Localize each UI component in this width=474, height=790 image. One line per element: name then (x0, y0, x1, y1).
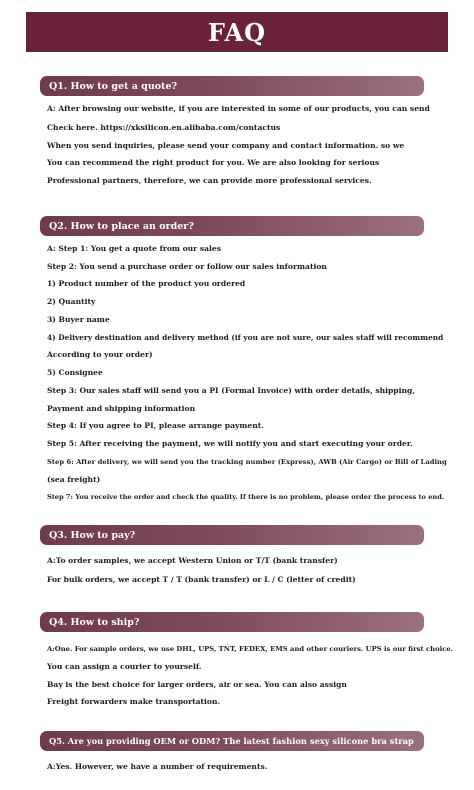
answer-line: A: After browsing our website, if you are interested in some of our products, you can send (47, 104, 430, 113)
answer-line: A: Step 1: You get a quote from our sales (47, 244, 221, 253)
answer-line: A:Yes. However, we have a number of requirements. (47, 762, 268, 771)
question-header-q1 (40, 76, 424, 96)
answer-line: According to your order) (47, 350, 153, 359)
answer-line: Step 7: You receive the order and check the quality. If there is no problem, please order the process to end. (47, 493, 445, 501)
answer-line: 2) Quantity (47, 297, 96, 306)
answer-line: Professional partners, therefore, we can provide more professional services. (47, 176, 372, 185)
question-title: Q4. How to ship? (49, 616, 140, 628)
question-title: Q5. Are you providing OEM or ODM? The latest fashion sexy silicone bra strap (49, 736, 414, 746)
answer-line: Step 3: Our sales staff will send you a PI (Formal Invoice) with order details, shipping, (47, 386, 415, 395)
answer-line: You can assign a courier to yourself. (47, 662, 202, 671)
answer-line: Check here. https://xksilicon.en.alibaba.com/contactus (47, 123, 281, 132)
question-header-q4 (40, 612, 424, 632)
answer-line: Freight forwarders make transportation. (47, 697, 221, 706)
answer-line: 5) Consignee (47, 368, 103, 377)
answer-line: For bulk orders, we accept T / T (bank transfer) or L / C (letter of credit) (47, 575, 356, 584)
question-title: Q2. How to place an order? (49, 220, 194, 232)
answer-line: When you send inquiries, please send your company and contact information. so we (47, 141, 405, 150)
answer-line: Bay is the best choice for larger orders, air or sea. You can also assign (47, 680, 347, 689)
answer-line: Payment and shipping information (47, 404, 196, 413)
answer-line: 1) Product number of the product you ordered (47, 279, 246, 288)
answer-line: Step 2: You send a purchase order or follow our sales information (47, 262, 327, 271)
question-header-q5 (40, 731, 424, 751)
question-title: Q3. How to pay? (49, 529, 136, 541)
answer-line: Step 6: After delivery, we will send you the tracking number (Express), AWB (Air Cargo) or Bill of Lading (47, 458, 447, 466)
question-title: Q1. How to get a quote? (49, 80, 178, 92)
answer-line: A:One. For sample orders, we use DHL, UPS, TNT, FEDEX, EMS and other couriers. UPS is our first choice. (47, 645, 454, 653)
question-header-q2 (40, 216, 424, 236)
answer-line: 4) Delivery destination and delivery method (if you are not sure, our sales staff will recommend (47, 333, 444, 342)
answer-line: Step 5: After receiving the payment, we will notify you and start executing your order. (47, 439, 413, 448)
answer-line: (sea freight) (47, 475, 101, 484)
answer-line: A:To order samples, we accept Western Union or T/T (bank transfer) (47, 556, 338, 565)
answer-line: 3) Buyer name (47, 315, 110, 324)
page-title: FAQ (207, 17, 267, 47)
answer-line: You can recommend the right product for you. We are also looking for serious (47, 158, 380, 167)
faq-banner (26, 12, 448, 52)
answer-line: Step 4: If you agree to PI, please arrange payment. (47, 421, 264, 430)
question-header-q3 (40, 525, 424, 545)
